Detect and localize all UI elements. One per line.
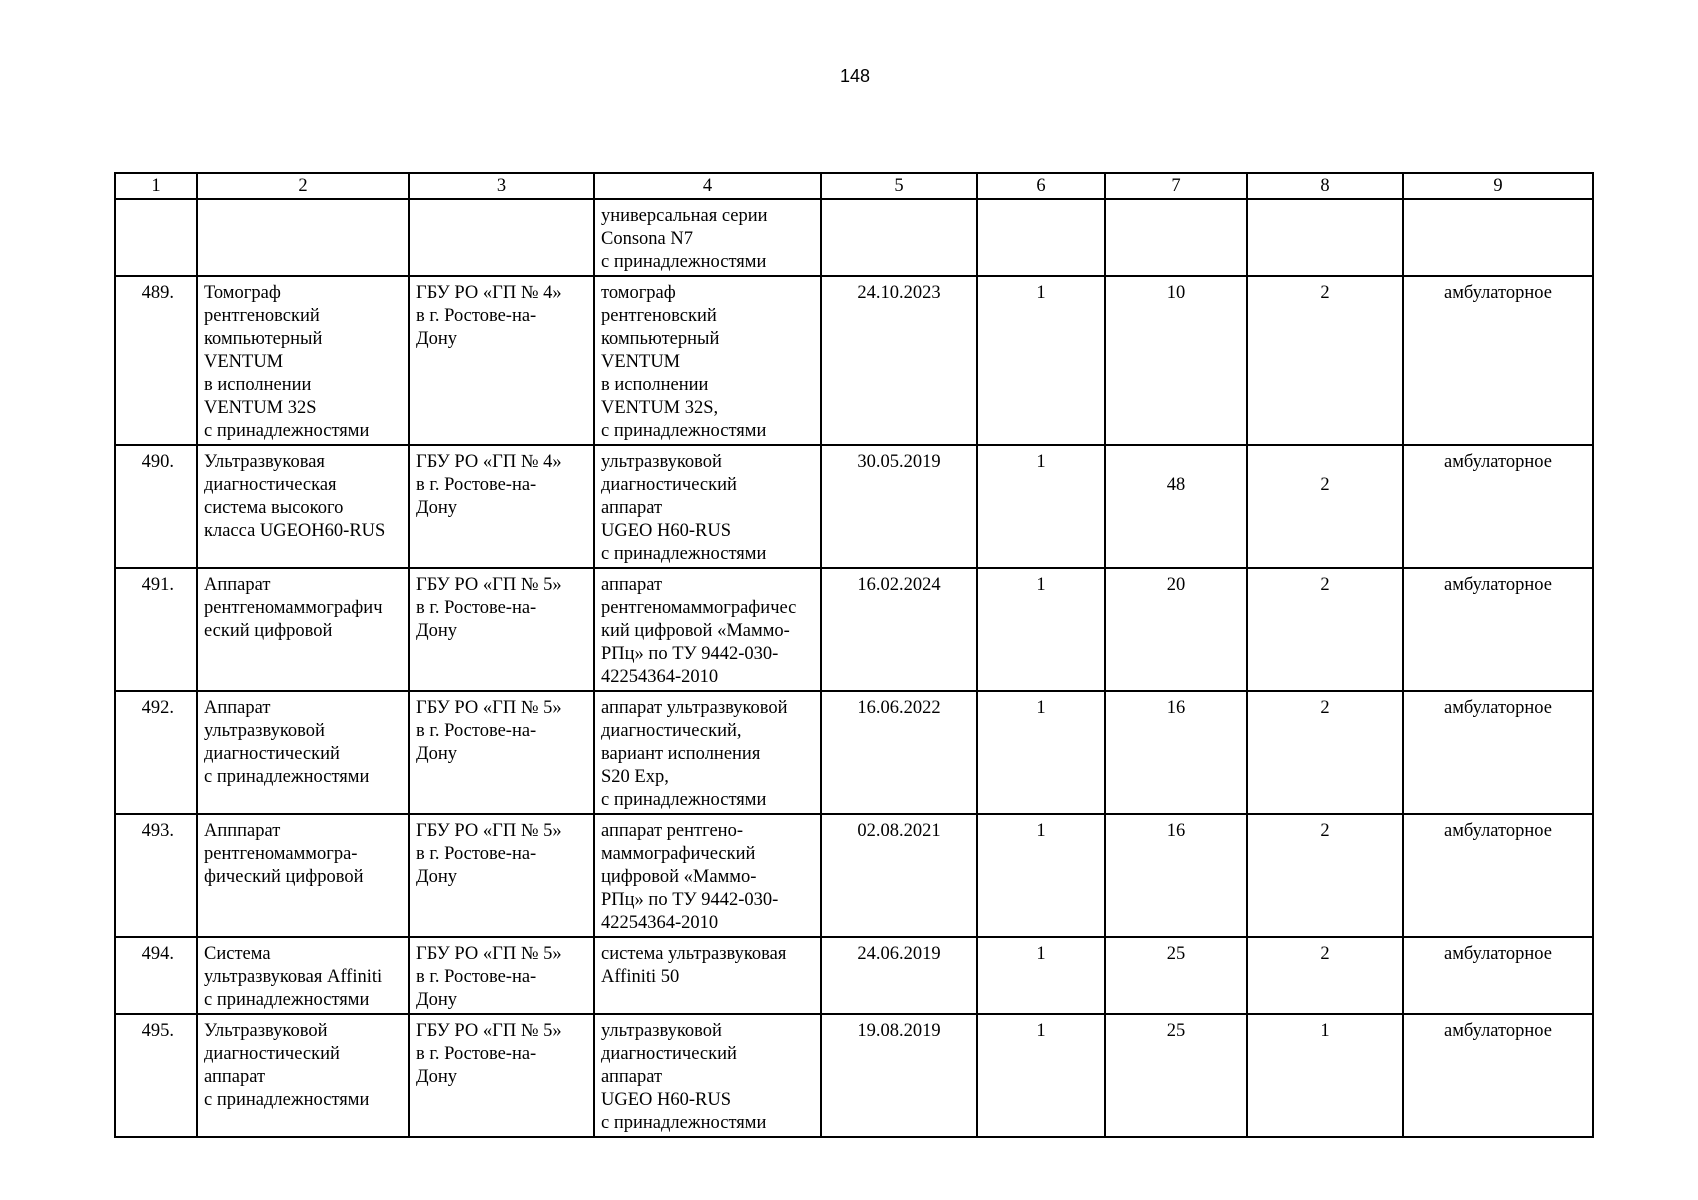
table-row	[115, 691, 1593, 814]
value-cell: 25	[1105, 1014, 1247, 1137]
device-description-cell: аппарат рентгено- маммографический цифровой «Маммо- РПц» по ТУ 9442-030- 42254364-2010	[594, 814, 821, 937]
column-header: 1	[115, 173, 197, 199]
device-description-cell: ультразвуковой диагностический аппарат UGEO H60-RUS с принадлежностями	[594, 1014, 821, 1137]
equipment-name-cell: Аппарат рентгеномаммографич еский цифровой	[197, 568, 409, 691]
care-type-cell: амбулаторное	[1403, 814, 1593, 937]
equipment-table	[114, 172, 1594, 1138]
organization-cell: ГБУ РО «ГП № 5» в г. Ростове-на- Дону	[409, 937, 594, 1014]
quantity-cell: 1	[977, 937, 1105, 1014]
value-cell: 48	[1105, 445, 1247, 568]
value-cell: 2	[1247, 445, 1403, 568]
column-header: 6	[977, 173, 1105, 199]
organization-cell: ГБУ РО «ГП № 5» в г. Ростове-на- Дону	[409, 691, 594, 814]
organization-cell: ГБУ РО «ГП № 5» в г. Ростове-на- Дону	[409, 568, 594, 691]
value-cell	[1247, 199, 1403, 276]
row-number-cell: 491.	[115, 568, 197, 691]
quantity-cell: 1	[977, 276, 1105, 445]
column-header: 8	[1247, 173, 1403, 199]
organization-cell: ГБУ РО «ГП № 4» в г. Ростове-на- Дону	[409, 276, 594, 445]
table-row	[115, 814, 1593, 937]
column-header: 2	[197, 173, 409, 199]
row-number-cell: 495.	[115, 1014, 197, 1137]
care-type-cell: амбулаторное	[1403, 937, 1593, 1014]
value-cell: 25	[1105, 937, 1247, 1014]
date-cell: 30.05.2019	[821, 445, 977, 568]
care-type-cell: амбулаторное	[1403, 276, 1593, 445]
value-cell: 20	[1105, 568, 1247, 691]
device-description-cell: система ультразвуковая Affiniti 50	[594, 937, 821, 1014]
row-number-cell: 494.	[115, 937, 197, 1014]
date-cell: 16.02.2024	[821, 568, 977, 691]
care-type-cell: амбулаторное	[1403, 568, 1593, 691]
table-row	[115, 568, 1593, 691]
row-number-cell: 492.	[115, 691, 197, 814]
row-number-cell: 493.	[115, 814, 197, 937]
care-type-cell: амбулаторное	[1403, 445, 1593, 568]
quantity-cell: 1	[977, 1014, 1105, 1137]
date-cell	[821, 199, 977, 276]
table-row	[115, 937, 1593, 1014]
equipment-name-cell: Ультразвуковой диагностический аппарат с принадлежностями	[197, 1014, 409, 1137]
device-description-cell: ультразвуковой диагностический аппарат UGEO H60-RUS с принадлежностями	[594, 445, 821, 568]
column-header: 9	[1403, 173, 1593, 199]
organization-cell	[409, 199, 594, 276]
date-cell: 02.08.2021	[821, 814, 977, 937]
table-row	[115, 1014, 1593, 1137]
date-cell: 16.06.2022	[821, 691, 977, 814]
equipment-name-cell: Система ультразвуковая Affiniti с принадлежностями	[197, 937, 409, 1014]
column-header: 3	[409, 173, 594, 199]
row-number-cell: 489.	[115, 276, 197, 445]
column-number-row	[115, 173, 1593, 199]
value-cell: 2	[1247, 276, 1403, 445]
organization-cell: ГБУ РО «ГП № 4» в г. Ростове-на- Дону	[409, 445, 594, 568]
value-cell: 2	[1247, 814, 1403, 937]
date-cell: 24.06.2019	[821, 937, 977, 1014]
equipment-name-cell	[197, 199, 409, 276]
row-number-cell: 490.	[115, 445, 197, 568]
quantity-cell: 1	[977, 568, 1105, 691]
date-cell: 19.08.2019	[821, 1014, 977, 1137]
value-cell: 1	[1247, 1014, 1403, 1137]
care-type-cell: амбулаторное	[1403, 1014, 1593, 1137]
device-description-cell: универсальная серии Consona N7 с принадлежностями	[594, 199, 821, 276]
row-number-cell	[115, 199, 197, 276]
equipment-name-cell: Апппарат рентгеномаммогра- фический цифровой	[197, 814, 409, 937]
organization-cell: ГБУ РО «ГП № 5» в г. Ростове-на- Дону	[409, 1014, 594, 1137]
quantity-cell: 1	[977, 445, 1105, 568]
table-row	[115, 445, 1593, 568]
column-header: 7	[1105, 173, 1247, 199]
value-cell	[1105, 199, 1247, 276]
device-description-cell: аппарат рентгеномаммографичес кий цифровой «Маммо- РПц» по ТУ 9442-030- 42254364-2010	[594, 568, 821, 691]
equipment-name-cell: Томограф рентгеновский компьютерный VENTUM в исполнении VENTUM 32S с принадлежностями	[197, 276, 409, 445]
value-cell: 10	[1105, 276, 1247, 445]
value-cell: 2	[1247, 568, 1403, 691]
page-number: 148	[839, 66, 871, 86]
value-cell: 2	[1247, 937, 1403, 1014]
quantity-cell: 1	[977, 814, 1105, 937]
value-cell: 2	[1247, 691, 1403, 814]
device-description-cell: аппарат ультразвуковой диагностический, вариант исполнения S20 Exp, с принадлежностями	[594, 691, 821, 814]
value-cell: 16	[1105, 691, 1247, 814]
care-type-cell	[1403, 199, 1593, 276]
value-cell: 16	[1105, 814, 1247, 937]
quantity-cell: 1	[977, 691, 1105, 814]
table-row	[115, 199, 1593, 276]
date-cell: 24.10.2023	[821, 276, 977, 445]
quantity-cell	[977, 199, 1105, 276]
column-header: 5	[821, 173, 977, 199]
column-header: 4	[594, 173, 821, 199]
table-row	[115, 276, 1593, 445]
equipment-name-cell: Аппарат ультразвуковой диагностический с принадлежностями	[197, 691, 409, 814]
device-description-cell: томограф рентгеновский компьютерный VENTUM в исполнении VENTUM 32S, с принадлежностями	[594, 276, 821, 445]
care-type-cell: амбулаторное	[1403, 691, 1593, 814]
equipment-name-cell: Ультразвуковая диагностическая система высокого класса UGEOH60-RUS	[197, 445, 409, 568]
organization-cell: ГБУ РО «ГП № 5» в г. Ростове-на- Дону	[409, 814, 594, 937]
